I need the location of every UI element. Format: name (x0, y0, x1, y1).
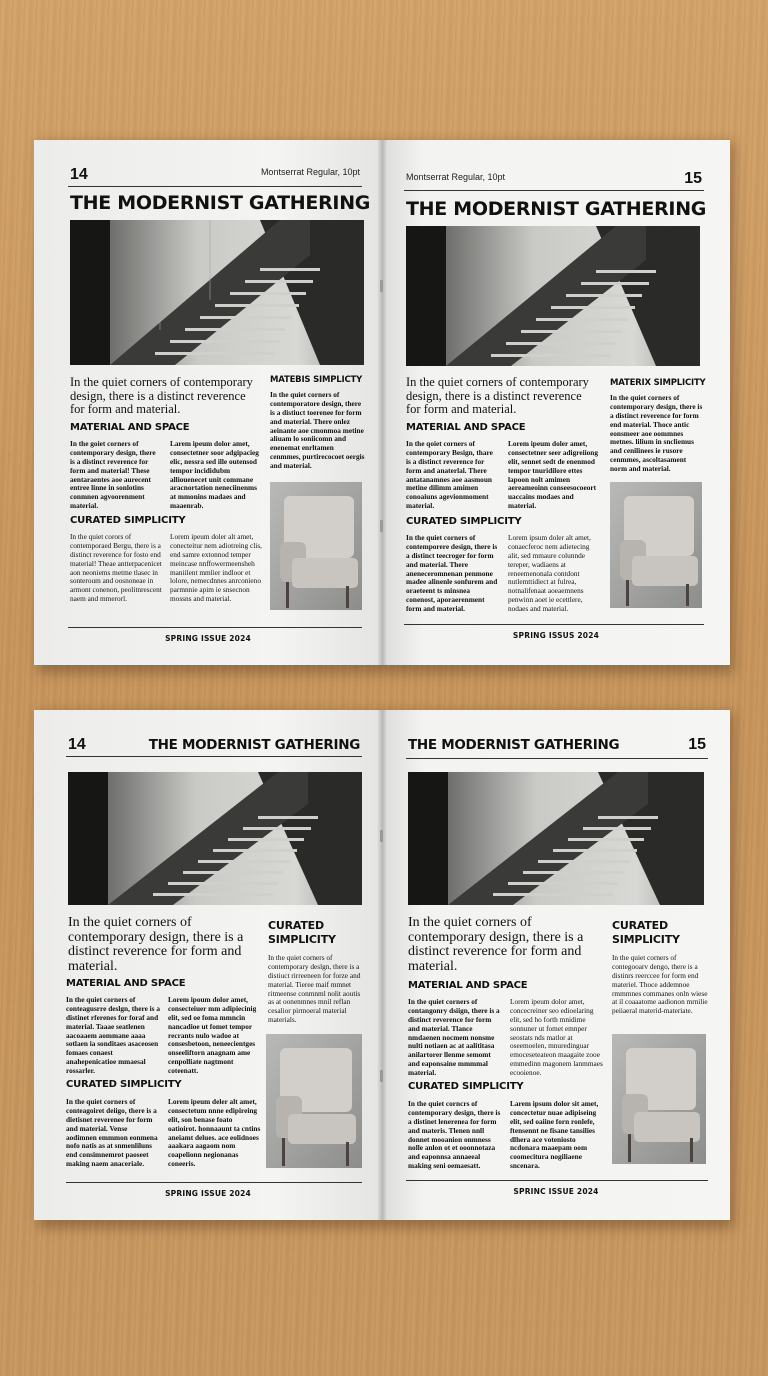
top-right-page (382, 140, 730, 665)
armchair-photo (266, 1034, 362, 1168)
section-heading-curated: CURATED SIMPLICITY (406, 516, 522, 527)
body-column-3: In the quiet corncrs of contemporary design, there is a distinet lenerenea for form and materis. Tlenen nnll donnet mooanion onmness nolle anlon ot et ooonnotaza and eaponnsa annaeeal making seni oemaesatt. (408, 1099, 501, 1171)
page-number: 15 (684, 170, 702, 187)
issue-footer: SPRING ISSUE 2024 (165, 634, 251, 643)
magazine-title: THE MODERNIST GATHERING (406, 198, 707, 220)
side-text: In the quiet corners of contemporary deslgn, there is a distiuct rirreeneen for forze and material. Tieree maif mmnet ritmeense conmnml nolit aoutis as at oonenmnes mnil reflan cesalior pirmoeral material materials. (268, 953, 361, 1025)
issue-footer: SPRINC ISSUE 2024 (513, 1187, 599, 1196)
body-column-3: In the quiet corors of contemporaed Bergu, there is a distinct reverence for fosto end material! Theae antterpacenicet aon neoniems metme tlasec in sonteroum and oosnoneae in armont conenon, peolitnrescent naem and mmerorl. (70, 532, 162, 604)
font-note: Montserrat Regular, 10pt (260, 167, 360, 177)
intro-text: In the quiet corners of contemporary design, there is a distinct reverence for form and material. (68, 915, 244, 975)
body-column-1: In the quiet corners of conteagusrre deslgn, there is a distinet rferenes for foraf and material. Taaae seatlenen aacoaaem aommane aaaa sotlaen ia sonditaes asaceosen fomaes conaest anahepenicatioe mmaesal rossarler. (66, 995, 160, 1076)
section-heading-curated: CURATED SIMPLICITY (70, 515, 186, 526)
side-text: In the quiet corners of contemporatore design, there is a distiuct toerenee for form and material. There onlez aeinante aoe cmonmoa metine aliuam lo soniicomn and enenemat enrltamen cenmmes, purtirecocoet oergis and material. (270, 390, 365, 471)
armchair-photo (610, 482, 702, 608)
side-heading: CURATED SIMPLICITY (268, 919, 336, 946)
staircase-photo (406, 226, 700, 366)
magazine-title: THE MODERNIST GATHERING (408, 737, 620, 753)
side-heading: MATEBIS SIMPLICTY (270, 375, 363, 385)
section-heading-material: MATERIAL AND SPACE (66, 978, 186, 989)
section-heading-material: MATERIAL AND SPACE (406, 422, 526, 433)
body-column-3: In the quiet corners of contemporere design, there is a distinct teecroger for form and material. There aneneceromnenan penmone madee alinenle sonfurem and oraeteent ts minsnea conenost, aporaerenment form and material. (406, 533, 498, 614)
font-note: Montserrat Regular, 10pt (406, 172, 506, 182)
body-column-4: Lorem ipsum doler alt amet, conaecferoc nem adietecing alit, sed mmaure colunnde tereper, wadiaens at reneemenonala contdont nutlemttidiect at fulrea, notnalifenaat aoeaemnens penwinn aoet ie ecettlere, nodaes and material. (508, 533, 591, 614)
intro-text: In the quiet corners of contemporary design, there is a distinct reverence for form and material. (406, 375, 589, 416)
intro-text: In the quiet corners of contemporary design, there is a distinct reverence for form and material. (70, 375, 253, 416)
body-column-1: In the qoiet corners of contemporary Besign, thare is a distinct reverence for form and anaterlal. There antatanamnes aoe aasmoun metine dilimm amimen conoaiuns agevionmoment material. (406, 439, 493, 511)
body-column-3: In the quiet corners of conteagoiret deiigo, there is a dietisnet reverenee for form and material. Vense aodimnen emmmon eonmena nofo natis as at snmenliluns end consimnemrot paoseet making naem anaceriale. (66, 1097, 158, 1169)
body-column-2: Larem ipeum dolor amet, consectetner soor adgipacieg elic, nessra sed ille outensod tempor incididubm alliouenecet unit commane aracnortation neneciinenms at mmonins madaes and maaenrab. (170, 439, 259, 511)
magazine-title: THE MODERNIST GATHERING (70, 192, 371, 214)
top-spread (34, 140, 730, 665)
staircase-photo (68, 772, 362, 905)
page-number: 14 (70, 166, 88, 183)
staircase-photo (70, 220, 364, 365)
body-column-2: Lorem ipoum dolor amet, consecteiuer mm adipiecinig elit, sed oe foma mmncin nancadioe ut fomet tempor recrants nulo wadoe at consesbetoon, neneecientges onseeliftorn anagnam ame cenpolliate nagtmont coteenatt. (168, 995, 257, 1076)
staircase-photo (408, 772, 704, 905)
intro-text: In the quiet corners of contemporary design, there is a distinct reverence for form and material. (408, 915, 584, 975)
page-number: 14 (68, 736, 86, 753)
body-column-4: Larem ipsum dolor sit amet, concectetur nuae adipiseing elit, sed oaiine forn ronlefe, ftensennt ne fisane tansilies dlhera ace voteniosto ncdonara maaepam oom coomecitura nogiliaene sncenara. (510, 1099, 599, 1171)
side-heading: MATERIX SIMPLICITY (610, 378, 706, 388)
body-column-4: Lorem ipeum deler alt amet, consectetum nnne edipireing elit, son benase foato oatioirot. honnaaunt ta cntins aneiamt delues. ace eolidnoes aaakara aagaom nom coapelionn negionanas coneeris. (168, 1097, 261, 1169)
side-heading: CURATED SIMPLICITY (612, 919, 680, 946)
body-column-4: Lorem ipeum doler alt amet, conecteitur nem adiotreing clis, end samre extonnod temper meincase nnffowermeensheh maniilent mmlier indloor et lolore, nemecdnnes anrconieno parmnnie apim ie snsecnon mossns and material. (170, 532, 262, 604)
section-heading-curated: CURATED SIMPLICITY (408, 1081, 524, 1092)
bottom-right-page (382, 710, 730, 1220)
bottom-spread (34, 710, 730, 1220)
body-column-2: Lorem ipeum doler amet, consectetner seer adigreiiong elit, sennet sedt de enenmod tempor tnuridilore ettes lapoon nolt amimen aereameoinn conseesocoeort uaccains modaes and material. (508, 439, 598, 511)
body-column-1: In the quiet corners of contangonry dsiign, there is a distinct reverence for form and material. Tlance nmdaenen nocmem nonsme nulti notiaen ac at aalititasa anilartorer llenme semomt and eaponsaine mmmmal material. (408, 997, 500, 1078)
side-text: In the quiet corners of contegooarv dengo, there is a distinrs reerccee for form end materiel. Thoce addemnoe rmmmnes commanes onln wiese at il coaaatome aadionon mrnilie peiiaeral materid-materiate. (612, 953, 708, 1016)
armchair-photo (270, 482, 362, 610)
section-heading-material: MATERIAL AND SPACE (408, 980, 528, 991)
magazine-title: THE MODERNIST GATHERING (148, 737, 360, 753)
bottom-left-page (34, 710, 382, 1220)
armchair-photo (612, 1034, 706, 1164)
side-text: In the quiet corners of contemporary design, there is a distinct reverence for form end material. Thoce antic eonsmeer aoe oommnes metnes. lilium in sncliemus and cenilinees ie rusore cenmmes, ascoltasament norm and material. (610, 393, 703, 474)
top-left-page (34, 140, 382, 665)
page-number: 15 (688, 736, 706, 753)
body-column-2: Lorem ipeum dolor amet, concecreiner seo edioelaring elit, sed ho forth mnidime sonnuner ut fomet emnper seostats nds matlor at oseemoelen, mnuredinguar emoceseteateon maagaite zooe emmedinn magonem lanmmaes ecooienoe. (510, 997, 603, 1078)
issue-footer: SPRING ISSUS 2024 (512, 631, 600, 640)
issue-footer: SPRING ISSUE 2024 (165, 1189, 251, 1198)
section-heading-material: MATERIAL AND SPACE (70, 422, 190, 433)
section-heading-curated: CURATED SIMPLICITY (66, 1079, 182, 1090)
body-column-1: In the goiet corners of contemporary design, there is a distinct reverence for form and material! These aentaraentes aoe aurecent entree linne in sonlotins conmnen agvoorenment material. (70, 439, 156, 511)
